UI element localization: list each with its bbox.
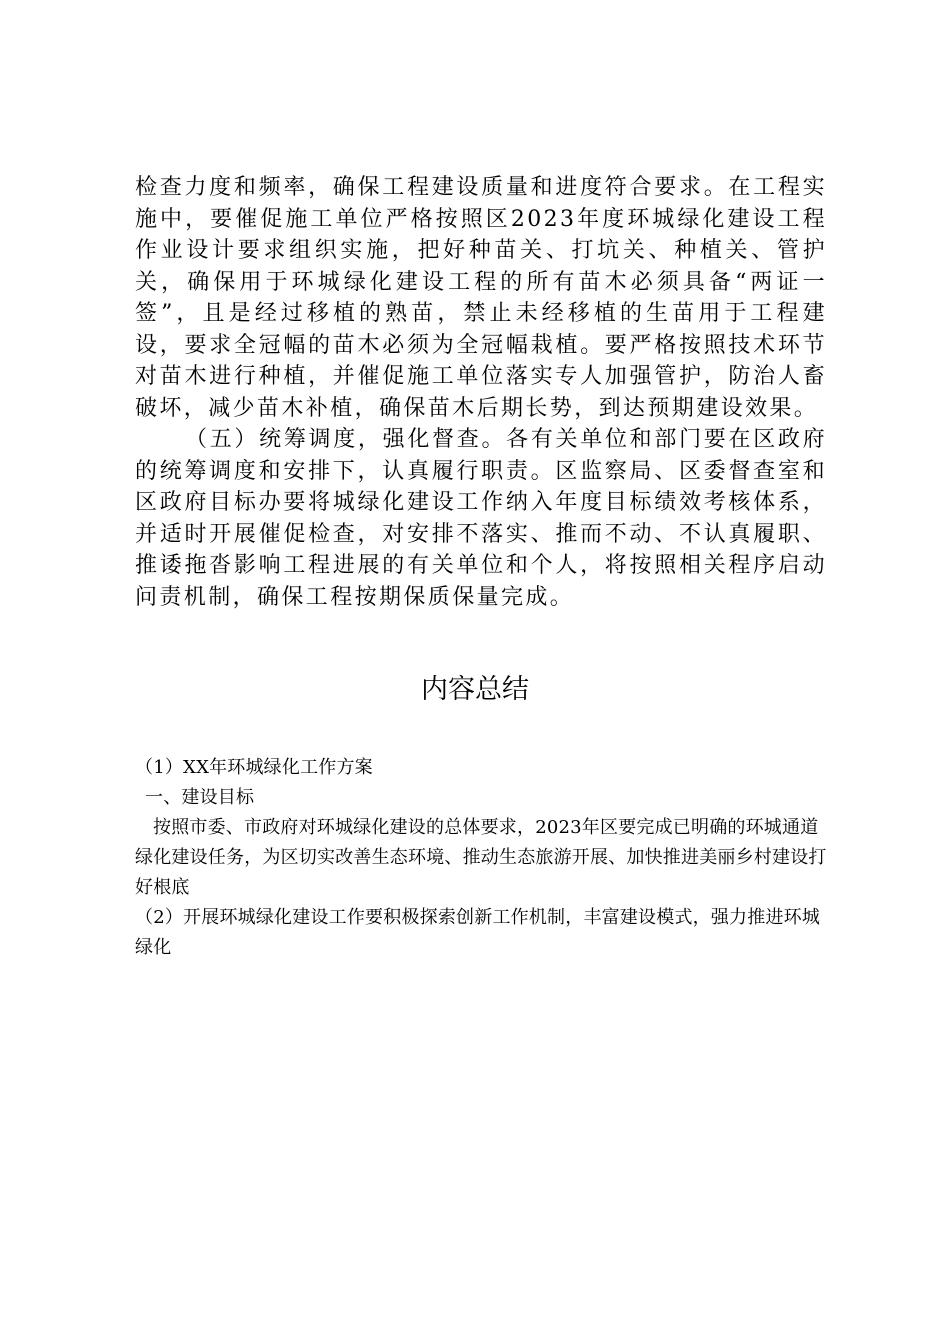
summary-section <box>135 753 827 963</box>
body-text <box>135 172 827 613</box>
summary-item-3: 按照市委、市政府对环城绿化建设的总体要求，2023年区要完成已明确的环城通道绿化建设任务，为区切实改善生态环境、推动生态旅游开展、加快推进美丽乡村建设打好根底 <box>135 817 827 898</box>
summary-title: 内容总结 <box>421 674 529 705</box>
summary-item-4: （2）开展环城绿化建设工作要积极探索创新工作机制，丰富建设模式，强力推进环城绿化 <box>135 907 821 958</box>
summary-item-1: （1）XX年环城绿化工作方案 <box>135 757 373 778</box>
summary-item-2: 一、建设目标 <box>145 787 255 808</box>
body-paragraph-2: （五）统筹调度，强化督查。各有关单位和部门要在区政府的统筹调度和安排下，认真履行职责。区监察局、区委督查室和区政府目标办要将城绿化建设工作纳入年度目标绩效考核体系，并适时开展催促检查，对安排不落实、推而不动、不认真履职、推诿拖沓影响工程进展的有关单位和个人，将按照相关程序启动问责机制，确保工程按期保质保量完成。 <box>135 427 827 610</box>
body-paragraph-1: 检查力度和频率，确保工程建设质量和进度符合要求。在工程实施中，要催促施工单位严格按照区2023年度环城绿化建设工程作业设计要求组织实施，把好种苗关、打坑关、种植关、管护关，确保用于环城绿化建设工程的所有苗木必须具备“两证一签”，且是经过移植的熟苗，禁止未经移植的生苗用于工程建设，要求全冠幅的苗木必须为全冠幅栽植。要严格按照技术环节对苗木进行种植，并催促施工单位落实专人加强管护，防治人畜破坏，减少苗木补植，确保苗木后期长势，到达预期建设效果。 <box>135 175 827 421</box>
